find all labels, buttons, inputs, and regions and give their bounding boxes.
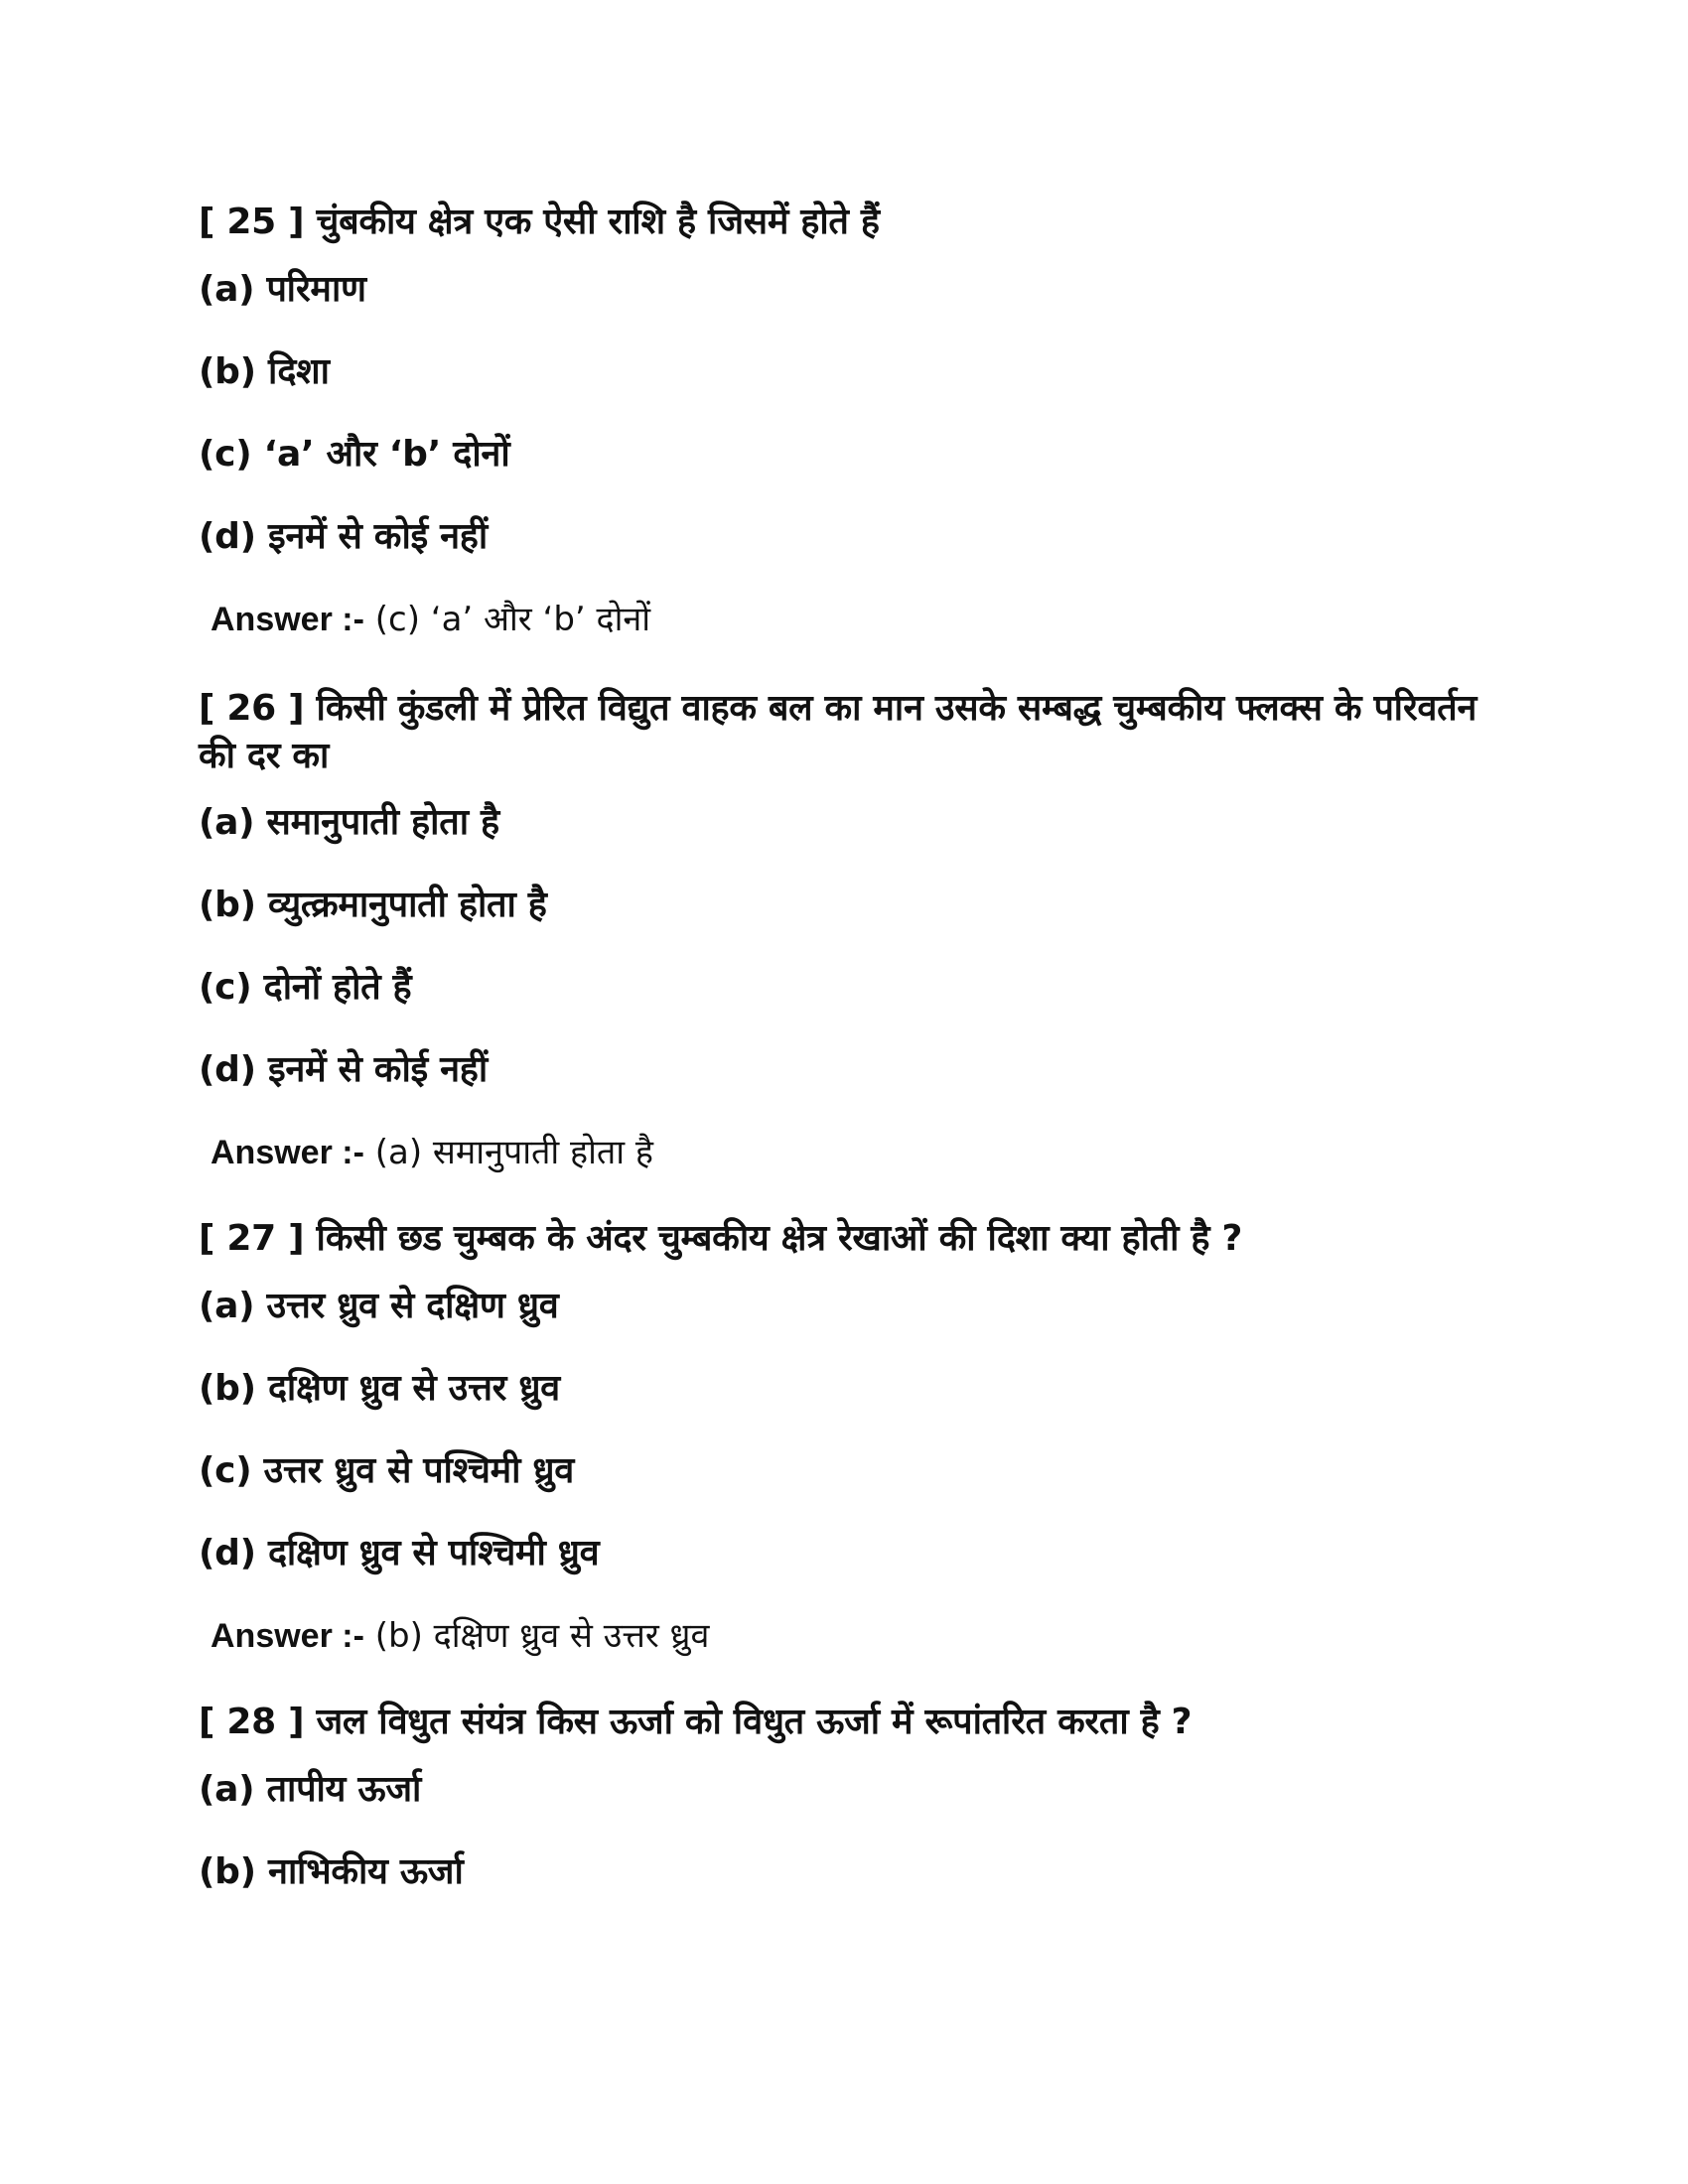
answer-line xyxy=(199,1613,1489,1659)
question-text: [ 26 ] किसी कुंडली में प्रेरित विद्युत वाहक बल का मान उसके सम्बद्ध चुम्बकीय फ्लक्स के परिवर्तन की दर का xyxy=(199,688,1477,776)
option-text: (b) दक्षिण ध्रुव से उत्तर ध्रुव xyxy=(199,1368,560,1409)
option-a xyxy=(199,799,1489,847)
option-c xyxy=(199,964,1489,1012)
option-d xyxy=(199,1530,1489,1577)
option-text: (b) व्युत्क्रमानुपाती होता है xyxy=(199,885,547,925)
option-d xyxy=(199,1046,1489,1094)
option-c xyxy=(199,431,1489,478)
option-b xyxy=(199,882,1489,929)
option-text: (c) दोनों होते हैं xyxy=(199,967,412,1008)
option-text: (a) समानुपाती होता है xyxy=(199,802,499,843)
question-text: [ 28 ] जल विधुत संयंत्र किस ऊर्जा को विधुत ऊर्जा में रूपांतरित करता है ? xyxy=(199,1702,1193,1742)
option-text: (b) नाभिकीय ऊर्जा xyxy=(199,1851,464,1892)
question-27 xyxy=(199,1215,1489,1263)
answer-value: (c) ‘a’ और ‘b’ दोनों xyxy=(374,600,651,639)
option-b xyxy=(199,1365,1489,1413)
answer-26 xyxy=(199,1130,1489,1175)
option-text: (d) इनमें से कोई नहीं xyxy=(199,516,488,557)
answer-label: Answer :- xyxy=(211,601,364,638)
option-d xyxy=(199,513,1489,561)
answer-25 xyxy=(199,597,1489,642)
option-text: (b) दिशा xyxy=(199,351,330,392)
answer-value: (a) समानुपाती होता है xyxy=(374,1133,653,1172)
option-b xyxy=(199,1848,1489,1896)
option-b xyxy=(199,348,1489,396)
question-text: [ 25 ] चुंबकीय क्षेत्र एक ऐसी राशि है जिसमें होते हैं xyxy=(199,202,880,242)
answer-27 xyxy=(199,1613,1489,1659)
option-text: (a) उत्तर ध्रुव से दक्षिण ध्रुव xyxy=(199,1286,559,1326)
answer-line xyxy=(199,597,1489,642)
option-a xyxy=(199,1766,1489,1814)
answer-label: Answer :- xyxy=(211,1617,364,1655)
option-text: (a) तापीय ऊर्जा xyxy=(199,1769,422,1810)
option-text: (c) उत्तर ध्रुव से पश्चिमी ध्रुव xyxy=(199,1450,574,1491)
option-text: (d) दक्षिण ध्रुव से पश्चिमी ध्रुव xyxy=(199,1533,600,1573)
answer-value: (b) दक्षिण ध्रुव से उत्तर ध्रुव xyxy=(374,1616,710,1656)
option-a xyxy=(199,1283,1489,1330)
option-a xyxy=(199,266,1489,314)
option-text: (a) परिमाण xyxy=(199,269,366,310)
option-text: (c) ‘a’ और ‘b’ दोनों xyxy=(199,434,510,475)
option-c xyxy=(199,1447,1489,1495)
option-text: (d) इनमें से कोई नहीं xyxy=(199,1049,488,1090)
question-28 xyxy=(199,1699,1489,1746)
answer-line xyxy=(199,1130,1489,1175)
answer-label: Answer :- xyxy=(211,1134,364,1171)
question-25 xyxy=(199,199,1489,246)
question-26 xyxy=(199,685,1489,780)
question-text: [ 27 ] किसी छड चुम्बक के अंदर चुम्बकीय क्षेत्र रेखाओं की दिशा क्या होती है ? xyxy=(199,1218,1243,1259)
